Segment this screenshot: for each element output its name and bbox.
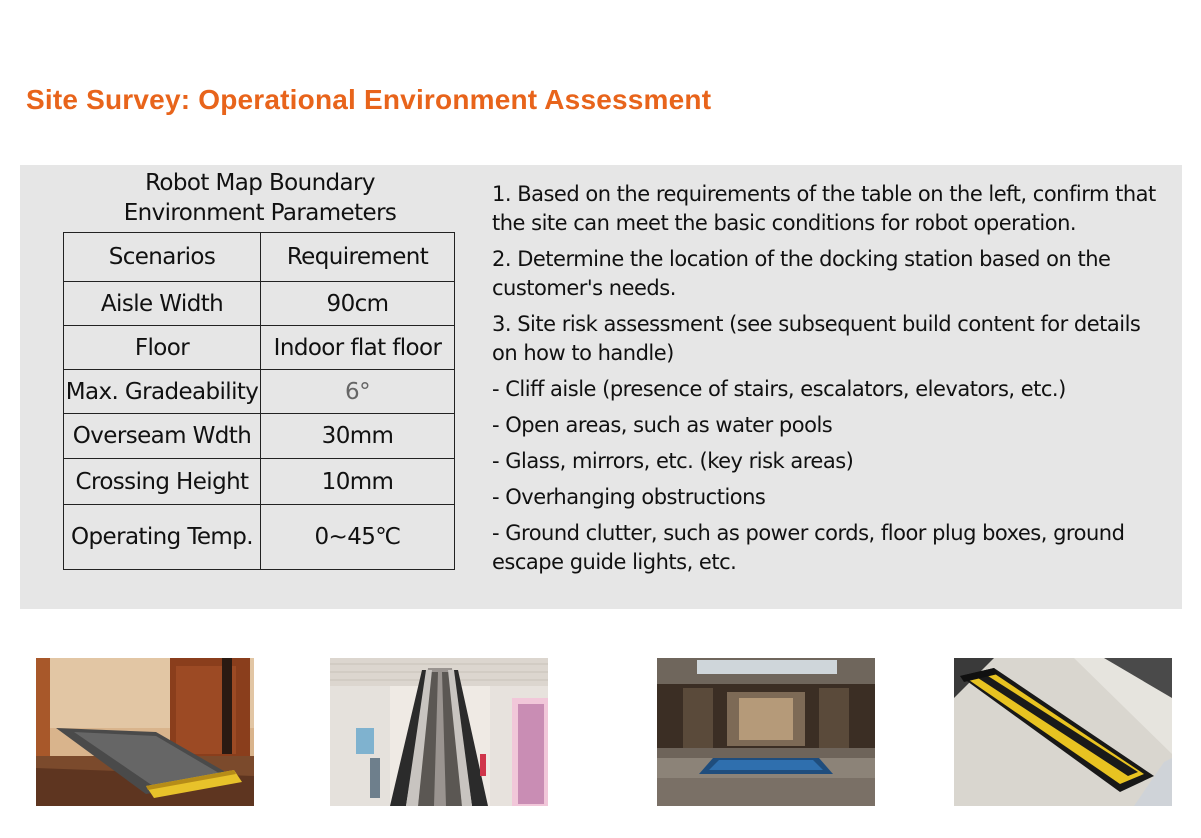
table-row (64, 414, 455, 459)
scenario-cell: Max. Gradeability (64, 370, 261, 414)
cable-protector-photo (954, 658, 1172, 806)
note-item: 3. Site risk assessment (see subsequent build content for details on how to handle) (492, 312, 1141, 365)
note-item: 2. Determine the location of the docking station based on the customer's needs. (492, 247, 1111, 300)
ramp-threshold-photo (36, 658, 254, 806)
header-scenarios: Scenarios (64, 233, 261, 282)
lobby-pool-photo (657, 658, 875, 806)
scenario-cell: Overseam Wdth (64, 414, 261, 459)
note-item: - Ground clutter, such as power cords, floor plug boxes, ground escape guide lights, etc. (492, 521, 1125, 574)
note-item: - Cliff aisle (presence of stairs, escalators, elevators, etc.) (492, 377, 1066, 401)
note-item: - Overhanging obstructions (492, 485, 766, 509)
table-row (64, 282, 455, 326)
scenario-cell: Operating Temp. (64, 505, 261, 570)
table-row (64, 326, 455, 370)
table-row (64, 459, 455, 505)
assessment-notes (492, 180, 1162, 584)
table-caption-line1: Robot Map Boundary (145, 170, 375, 196)
table-header-row (64, 233, 455, 282)
page-title: Site Survey: Operational Environment Assessment (26, 84, 712, 115)
requirement-cell: 90cm (261, 282, 455, 326)
requirement-cell: 6° (261, 370, 455, 414)
parameters-table (63, 232, 455, 570)
requirement-cell: Indoor flat floor (261, 326, 455, 370)
scenario-cell: Aisle Width (64, 282, 261, 326)
requirement-cell: 30mm (261, 414, 455, 459)
requirement-cell: 0~45℃ (261, 505, 455, 570)
note-item: - Glass, mirrors, etc. (key risk areas) (492, 449, 854, 473)
scenario-cell: Crossing Height (64, 459, 261, 505)
scenario-cell: Floor (64, 326, 261, 370)
table-caption (64, 168, 456, 228)
requirement-cell: 10mm (261, 459, 455, 505)
note-item: - Open areas, such as water pools (492, 413, 833, 437)
note-item: 1. Based on the requirements of the table on the left, confirm that the site can meet the basic conditions for robot operation. (492, 182, 1156, 235)
table-caption-line2: Environment Parameters (123, 200, 397, 226)
table-row (64, 370, 455, 414)
header-requirement: Requirement (261, 233, 455, 282)
table-row (64, 505, 455, 570)
escalator-photo (330, 658, 548, 806)
